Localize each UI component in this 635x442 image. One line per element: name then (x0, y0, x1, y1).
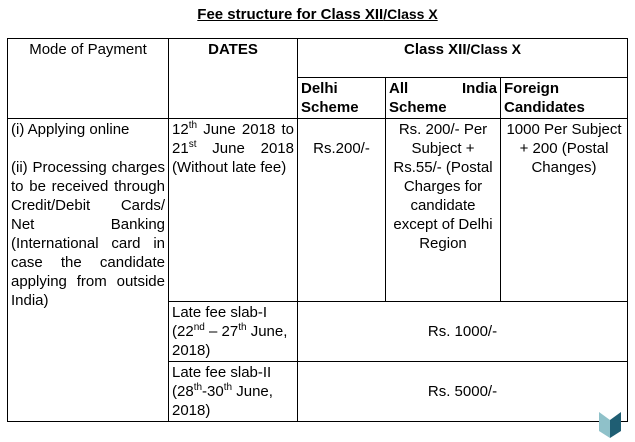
page-title (0, 5, 635, 24)
sub-header-foreign: Foreign Candidates (501, 78, 628, 119)
fee-all-india: Rs. 200/- Per Subject + Rs.55/- (Postal Charges for candidate except of Delhi Region (386, 119, 501, 302)
title-suffix: /Class X (383, 6, 438, 22)
sub-header-delhi: Delhi Scheme (298, 78, 386, 119)
fee-table (7, 38, 628, 422)
fee-delhi: Rs.200/- (298, 119, 386, 302)
dates-regular: 12th June 2018 to 21st June 2018 (Without late fee) (169, 119, 298, 302)
header-mode-of-payment: Mode of Payment (8, 39, 169, 119)
mode-of-payment-cell (8, 119, 169, 422)
mode-line-processing: (ii) Processing charges to be received through Credit/Debit Cards/ Net Banking (International card in case the candidate applying from outside India) (11, 159, 165, 309)
sub-header-all-india: All India Scheme (386, 78, 501, 119)
fee-row-regular (8, 119, 628, 302)
fee-late-2: Rs. 5000/- (298, 362, 628, 422)
fee-late-1: Rs. 1000/- (298, 302, 628, 362)
header-dates: DATES (169, 39, 298, 119)
header-class: Class XII/Class X (298, 39, 628, 78)
dates-late-2: Late fee slab-II (28th-30th June, 2018) (169, 362, 298, 422)
logo-icon (599, 412, 621, 438)
dates-late-1: Late fee slab-I (22nd – 27th June, 2018) (169, 302, 298, 362)
fee-foreign: 1000 Per Subject + 200 (Postal Changes) (501, 119, 628, 302)
header-row (8, 39, 628, 78)
title-main: Fee structure for Class XII (197, 6, 384, 23)
mode-line-online: (i) Applying online (11, 121, 130, 138)
